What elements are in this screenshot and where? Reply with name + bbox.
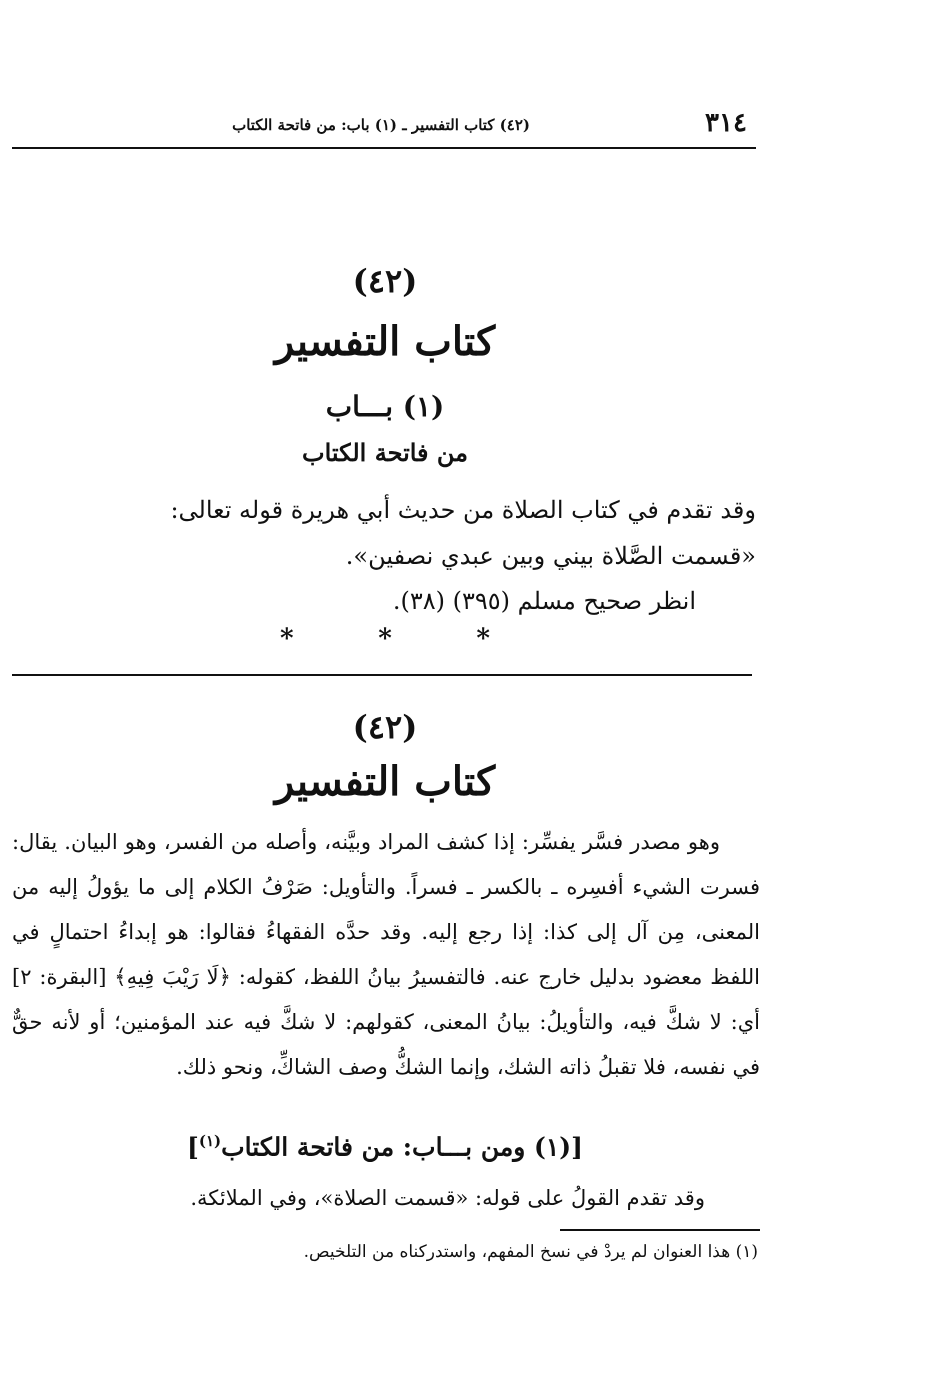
book-title: كتاب التفسير (274, 758, 496, 805)
chapter-heading-close: ] (187, 1132, 199, 1162)
footnote-rule (560, 1229, 760, 1231)
running-title: (٤٢) كتاب التفسير ـ (١) باب: من فاتحة الكتاب (232, 116, 530, 134)
separator-star: * (476, 624, 490, 654)
section-body (14, 488, 756, 625)
book-number: (٤٢) (352, 262, 418, 300)
section-separator (280, 624, 490, 654)
chapter-heading: (١) بـــاب (325, 390, 445, 423)
book-number: (٤٢) (352, 708, 418, 746)
separator-star: * (280, 624, 294, 654)
divider-rule (12, 674, 752, 676)
chapter-subtitle: من فاتحة الكتاب (301, 438, 469, 467)
footnote: (١) هذا العنوان لم يردْ في نسخ المفهم، واستدركناه من التلخيص. (303, 1242, 758, 1262)
cross-reference-note: وقد تقدم القولُ على قوله: «قسمت الصلاة»، وفي الملائكة. (190, 1186, 705, 1210)
header-rule (12, 147, 756, 149)
footnote-marker: (١) (198, 1132, 222, 1150)
reference-line: انظر صحيح مسلم (٣٩٥) (٣٨). (392, 587, 696, 616)
book-title: كتاب التفسير (274, 318, 496, 365)
separator-star: * (378, 624, 392, 654)
commentary-paragraph: وهو مصدر فسَّر يفسِّر: إذا كشف المراد وبيَّنه، وأصله من الفسر، وهو البيان. يقال: فسرت الشيء أفسِره ـ بالكسر ـ فسراً. والتأويل: صَرْفُ الكلام إلى ما يؤولُ إليه من المعنى، مِن آل إلى كذا: إذا رجع إليه. وقد حدَّه الفقهاءُ فقالوا: هو إبداءُ احتمالٍ في اللفظ معضود بدليل خارج عنه. فالتفسيرُ بيانُ اللفظ، كقوله: ﴿لَا رَيْبَ فِيهِ﴾ [البقرة: ٢] أي: لا شكَّ فيه، والتأويلُ: بيانُ المعنى، كقولهم: لا شكَّ فيه عند المؤمنين؛ أو لأنه حقٌّ في نفسه، فلا تقبلُ ذاته الشك، وإنما الشكُّ وصف الشاكِّ، ونحو ذلك. (12, 830, 760, 1079)
body-line: وقد تقدم في كتاب الصلاة من حديث أبي هريرة قوله تعالى: (170, 496, 756, 524)
chapter-heading (0, 1132, 770, 1161)
page-number: ٣١٤ (705, 108, 747, 138)
chapter-heading-text: [(١) ومن بـــاب: من فاتحة الكتاب (221, 1132, 583, 1162)
quote-line: «قسمت الصَّلاة بيني وبين عبدي نصفين». (345, 541, 756, 570)
